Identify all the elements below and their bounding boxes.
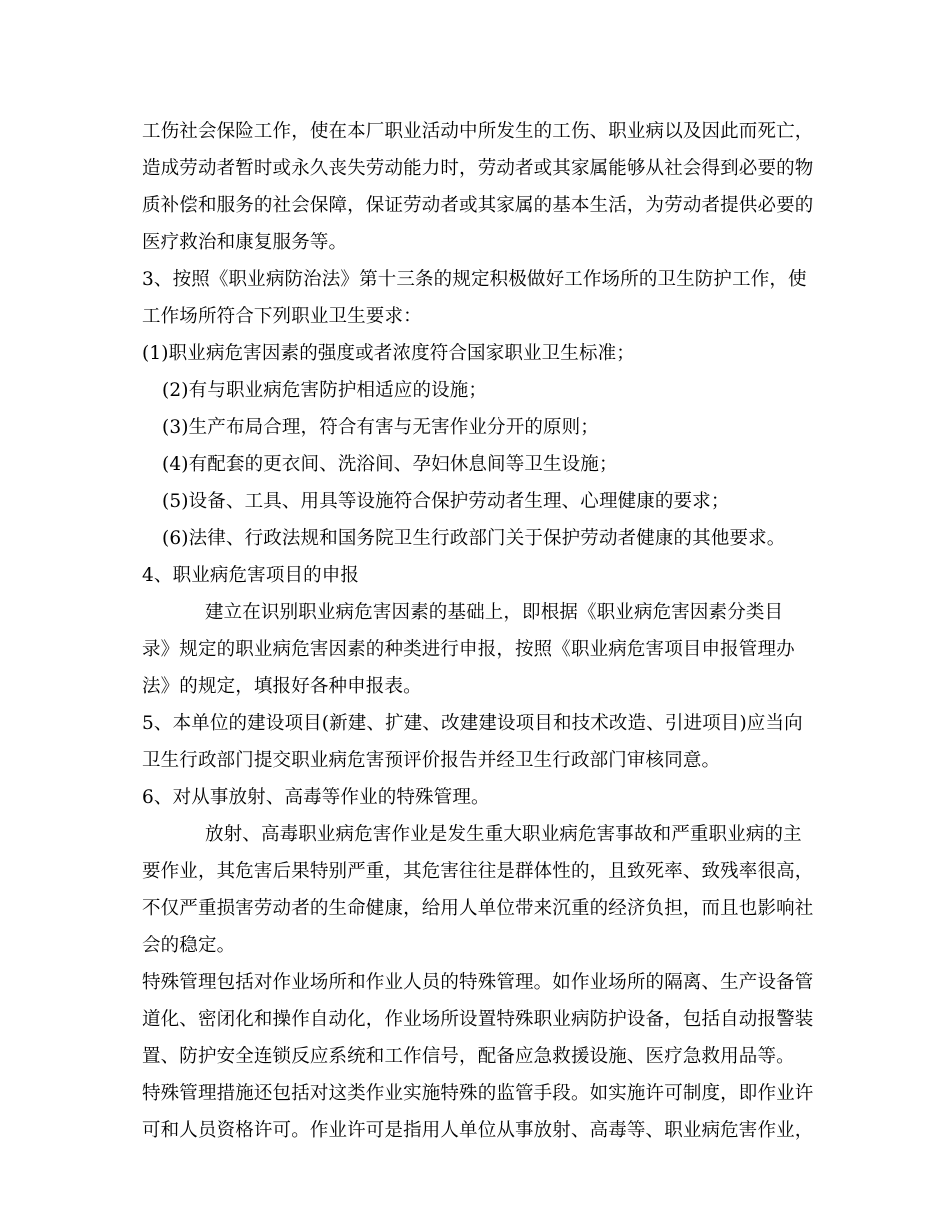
section-heading: 4、职业病危害项目的申报 [142, 565, 360, 586]
list-item: (1)职业病危害因素的强度或者浓度符合国家职业卫生标准； [142, 343, 635, 364]
paragraph-line: 特殊管理包括对作业场所和作业人员的特殊管理。如作业场所的隔离、生产设备管 [142, 972, 814, 993]
paragraph-line: 要作业，其危害后果特别严重，其危害往往是群体性的，且致死率、致残率很高， [142, 861, 814, 882]
paragraph-line: 特殊管理措施还包括对这类作业实施特殊的监管手段。如实施许可制度，即作业许 [142, 1083, 814, 1104]
list-item: (2)有与职业病危害防护相适应的设施； [162, 380, 488, 401]
paragraph-line: 会的稳定。 [142, 935, 236, 956]
text-line: 医疗救治和康复服务等。 [142, 232, 348, 253]
list-item: (5)设备、工具、用具等设施符合保护劳动者生理、心理健康的要求； [162, 491, 730, 512]
list-item: (3)生产布局合理，符合有害与无害作业分开的原则； [162, 417, 599, 438]
document-body [142, 113, 814, 1149]
text-line: 卫生行政部门提交职业病危害预评价报告并经卫生行政部门审核同意。 [142, 750, 721, 771]
text-line: 质补偿和服务的社会保障，保证劳动者或其家属的基本生活，为劳动者提供必要的 [142, 195, 814, 216]
paragraph-line: 道化、密闭化和操作自动化，作业场所设置特殊职业病防护设备，包括自动报警装 [142, 1009, 814, 1030]
paragraph-line: 放射、高毒职业病危害作业是发生重大职业病危害事故和严重职业病的主 [205, 824, 802, 845]
section-heading: 6、对从事放射、高毒等作业的特殊管理。 [142, 787, 490, 808]
paragraph-line: 录》规定的职业病危害因素的种类进行申报，按照《职业病危害项目申报管理办 [142, 639, 795, 660]
list-item: (4)有配套的更衣间、洗浴间、孕妇休息间等卫生设施； [162, 454, 618, 475]
paragraph-line: 法》的规定，填报好各种申报表。 [142, 676, 422, 697]
paragraph-line: 不仅严重损害劳动者的生命健康，给用人单位带来沉重的经济负担，而且也影响社 [142, 898, 814, 919]
list-item: (6)法律、行政法规和国务院卫生行政部门关于保护劳动者健康的其他要求。 [162, 528, 786, 549]
text-line: 工作场所符合下列职业卫生要求： [142, 306, 422, 327]
paragraph-line: 置、防护安全连锁反应系统和工作信号，配备应急救援设施、医疗急救用品等。 [142, 1046, 795, 1067]
text-line: 工伤社会保险工作，使在本厂职业活动中所发生的工伤、职业病以及因此而死亡， [142, 121, 814, 142]
paragraph-line: 可和人员资格许可。作业许可是指用人单位从事放射、高毒等、职业病危害作业， [142, 1120, 814, 1141]
text-line: 造成劳动者暂时或永久丧失劳动能力时，劳动者或其家属能够从社会得到必要的物 [142, 158, 814, 179]
section-heading: 3、按照《职业病防治法》第十三条的规定积极做好工作场所的卫生防护工作，使 [142, 269, 807, 290]
section-heading: 5、本单位的建设项目(新建、扩建、改建建设项目和技术改造、引进项目)应当向 [142, 713, 803, 734]
paragraph-line: 建立在识别职业病危害因素的基础上，即根据《职业病危害因素分类目 [205, 602, 784, 623]
